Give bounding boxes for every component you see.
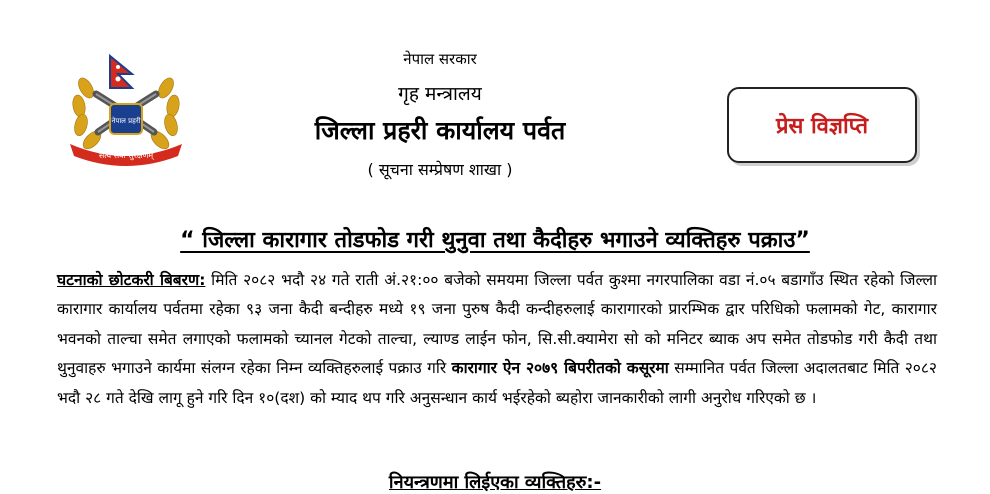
ministry-line: गृह मन्त्रालय [398, 83, 482, 105]
headline-text: “ जिल्ला कारागार तोडफोड गरी थुनुवा तथा कैदीहरु भगाउने व्यक्तिहरु पक्राउ” [180, 228, 810, 253]
arrested-persons-heading-text: नियन्त्रणमा लिईएका व्यक्तिहरु:- [388, 472, 602, 493]
government-line: नेपाल सरकार [403, 50, 477, 68]
press-release-box [727, 87, 917, 163]
ribbon-text: सत्य सेवा सुरक्षणम् [98, 151, 154, 160]
summary-label: घटनाको छोटकरी बिबरण: [57, 271, 206, 289]
summary-bold-text: कारागार ऐन २०७९ बिपरीतको कसूरमा [451, 359, 669, 378]
summary-text-2: सम्मानित पर्वत जिल्ला अदालतबाट मिति २०८२ भदौ २८ गते देखि लागू हुने गरि दिन १०(दश) को म्याद थप गरि अनुसन्धान कार्य भईरहेको ब्यहोरा जानकारीको लागी अनुरोध गरिएको छ । [57, 359, 937, 407]
branch-line: ( सूचना सम्प्रेषण शाखा ) [367, 160, 513, 179]
arrested-persons-heading [0, 470, 990, 494]
headline [0, 224, 990, 254]
summary-text-1: मिति २०८२ भदौ २४ गते राती अं.२१:०० बजेको समयमा जिल्ला पर्वत कुश्मा नगरपालिका वडा नं.०५ बडागाँउ स्थित रहेको जिल्ला कारागार कार्यालय पर्वतमा रहेका ९३ जना कैदी बन्दीहरु मध्ये १९ जना पुरुष कैदी कन्दीहरुलाई कारागारको प्रारम्भिक द्वार परिधिको फलामको गेट, कारागार भवनको ताल्चा समेत लगाएको फलामको च्यानल गेटको ताल्चा, ल्याण्ड लाईन फोन, सि.सी.क्यामेरा सो को मनिटर ब्याक अप समेत तोडफोड गरी कैदी तथा थुनुवाहरु भगाउने कार्यमा संलग्न रहेका निम्न व्यक्तिहरुलाई पक्राउ गरि [57, 271, 937, 378]
summary-paragraph [57, 266, 937, 413]
badge-text: नेपाल प्रहरी [111, 117, 141, 125]
office-title: जिल्ला प्रहरी कार्यालय पर्वत [314, 116, 566, 145]
press-release-label: प्रेस विज्ञप्ति [775, 114, 869, 139]
